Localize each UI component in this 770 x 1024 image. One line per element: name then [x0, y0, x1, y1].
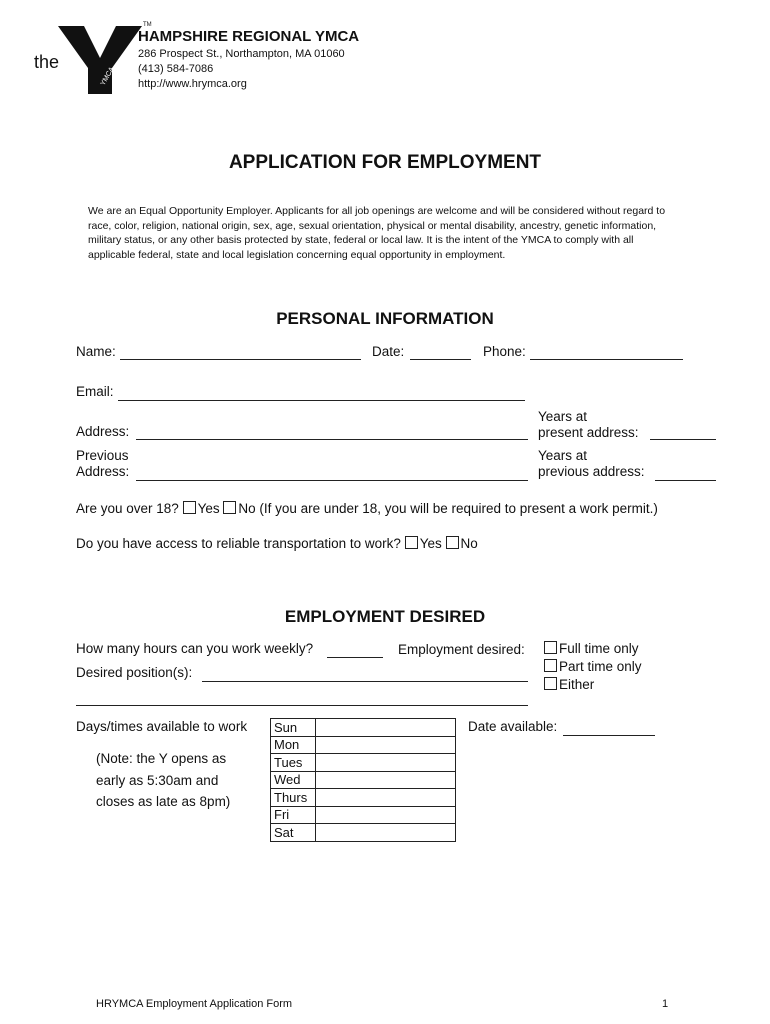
- hours-note-3: closes as late as 8pm): [96, 794, 231, 809]
- date-available-label: Date available:: [468, 719, 558, 734]
- date-label: Date:: [372, 344, 405, 359]
- day-wed: Wed: [271, 771, 316, 789]
- page-title: APPLICATION FOR EMPLOYMENT: [228, 152, 542, 173]
- email-field[interactable]: [118, 400, 525, 401]
- part-time-checkbox[interactable]: [544, 659, 557, 672]
- day-sun-times[interactable]: [316, 719, 456, 737]
- prev-address-label-2: Address:: [76, 464, 130, 479]
- years-present-field[interactable]: [650, 439, 716, 440]
- org-phone: (413) 584-7086: [138, 63, 214, 75]
- day-sat: Sat: [271, 824, 316, 842]
- days-table: [270, 718, 456, 842]
- day-fri-times[interactable]: [316, 806, 456, 824]
- years-prev-label-2: previous address:: [538, 464, 645, 479]
- day-wed-times[interactable]: [316, 771, 456, 789]
- phone-label: Phone:: [483, 344, 526, 359]
- over18-note: (If you are under 18, you will be required to present a work permit.): [259, 501, 658, 516]
- footer-form-name: HRYMCA Employment Application Form: [96, 998, 293, 1010]
- trademark-mark: TM: [143, 22, 152, 28]
- table-row: [271, 719, 456, 737]
- ymca-logo: [30, 22, 152, 96]
- over18-no-checkbox[interactable]: [223, 501, 236, 514]
- day-thurs: Thurs: [271, 789, 316, 807]
- address-field[interactable]: [136, 439, 528, 440]
- full-time-label: Full time only: [559, 641, 639, 656]
- part-time-label: Part time only: [559, 659, 642, 674]
- org-website[interactable]: http://www.hrymca.org: [138, 78, 247, 90]
- date-field[interactable]: [410, 359, 471, 360]
- day-thurs-times[interactable]: [316, 789, 456, 807]
- over18-yes-label: Yes: [197, 501, 220, 516]
- logo-brand-text: YMCA: [99, 65, 116, 87]
- email-label: Email:: [76, 384, 114, 399]
- table-row: [271, 771, 456, 789]
- position-field-2[interactable]: [76, 705, 528, 706]
- footer-page-number: 1: [662, 998, 669, 1010]
- transport-no-label: No: [460, 536, 478, 551]
- eeo-statement: We are an Equal Opportunity Employer. Applicants for all job openings are welcome and will be considered without regard to race, color, religion, national origin, sex, age, sexual orientation, physical or mental disability, ancestry, genetic information, military status, or any other basis protected by state, federal or local law. It is the intent of the YMCA to comply with all applicable federal, state and local legislation concerning equal opportunity in employment.: [88, 205, 666, 261]
- either-label: Either: [559, 677, 595, 692]
- name-label: Name:: [76, 344, 116, 359]
- transport-yes-checkbox[interactable]: [405, 536, 418, 549]
- date-available-field[interactable]: [563, 735, 655, 736]
- option-either: [544, 677, 594, 692]
- table-row: [271, 754, 456, 772]
- transport-question: Do you have access to reliable transportation to work?: [76, 536, 401, 551]
- personal-info-heading: PERSONAL INFORMATION: [276, 309, 494, 328]
- transport-row: [76, 536, 478, 551]
- option-part-time: [544, 659, 642, 674]
- day-tues: Tues: [271, 754, 316, 772]
- day-sat-times[interactable]: [316, 824, 456, 842]
- hours-field[interactable]: [327, 657, 383, 658]
- logo-the-text: the: [34, 52, 60, 72]
- transport-no-checkbox[interactable]: [446, 536, 459, 549]
- table-row: [271, 824, 456, 842]
- table-row: [271, 789, 456, 807]
- years-prev-field[interactable]: [655, 480, 716, 481]
- day-sun: Sun: [271, 719, 316, 737]
- years-prev-label-1: Years at: [538, 448, 588, 463]
- over18-yes-checkbox[interactable]: [183, 501, 196, 514]
- day-fri: Fri: [271, 806, 316, 824]
- prev-address-field[interactable]: [136, 480, 528, 481]
- either-checkbox[interactable]: [544, 677, 557, 690]
- org-address: 286 Prospect St., Northampton, MA 01060: [138, 48, 345, 60]
- org-name: HAMPSHIRE REGIONAL YMCA: [138, 28, 360, 45]
- day-mon-times[interactable]: [316, 736, 456, 754]
- address-label: Address:: [76, 424, 130, 439]
- years-present-label-1: Years at: [538, 409, 588, 424]
- transport-yes-label: Yes: [419, 536, 442, 551]
- over18-row: [76, 501, 658, 516]
- name-field[interactable]: [120, 359, 361, 360]
- over18-question: Are you over 18?: [76, 501, 179, 516]
- full-time-checkbox[interactable]: [544, 641, 557, 654]
- phone-field[interactable]: [530, 359, 683, 360]
- years-present-label-2: present address:: [538, 425, 639, 440]
- table-row: [271, 806, 456, 824]
- hours-note-2: early as 5:30am and: [96, 773, 219, 788]
- y-logo-icon: [58, 24, 142, 96]
- employment-desired-label: Employment desired:: [398, 642, 525, 657]
- day-mon: Mon: [271, 736, 316, 754]
- position-label: Desired position(s):: [76, 665, 193, 680]
- days-available-label: Days/times available to work: [76, 719, 248, 734]
- prev-address-label-1: Previous: [76, 448, 129, 463]
- option-full-time: [544, 641, 639, 656]
- employment-heading: EMPLOYMENT DESIRED: [284, 607, 486, 626]
- hours-question: How many hours can you work weekly?: [76, 641, 314, 656]
- day-tues-times[interactable]: [316, 754, 456, 772]
- table-row: [271, 736, 456, 754]
- hours-note-1: (Note: the Y opens as: [96, 751, 227, 766]
- over18-no-label: No: [238, 501, 256, 516]
- position-field[interactable]: [202, 681, 528, 682]
